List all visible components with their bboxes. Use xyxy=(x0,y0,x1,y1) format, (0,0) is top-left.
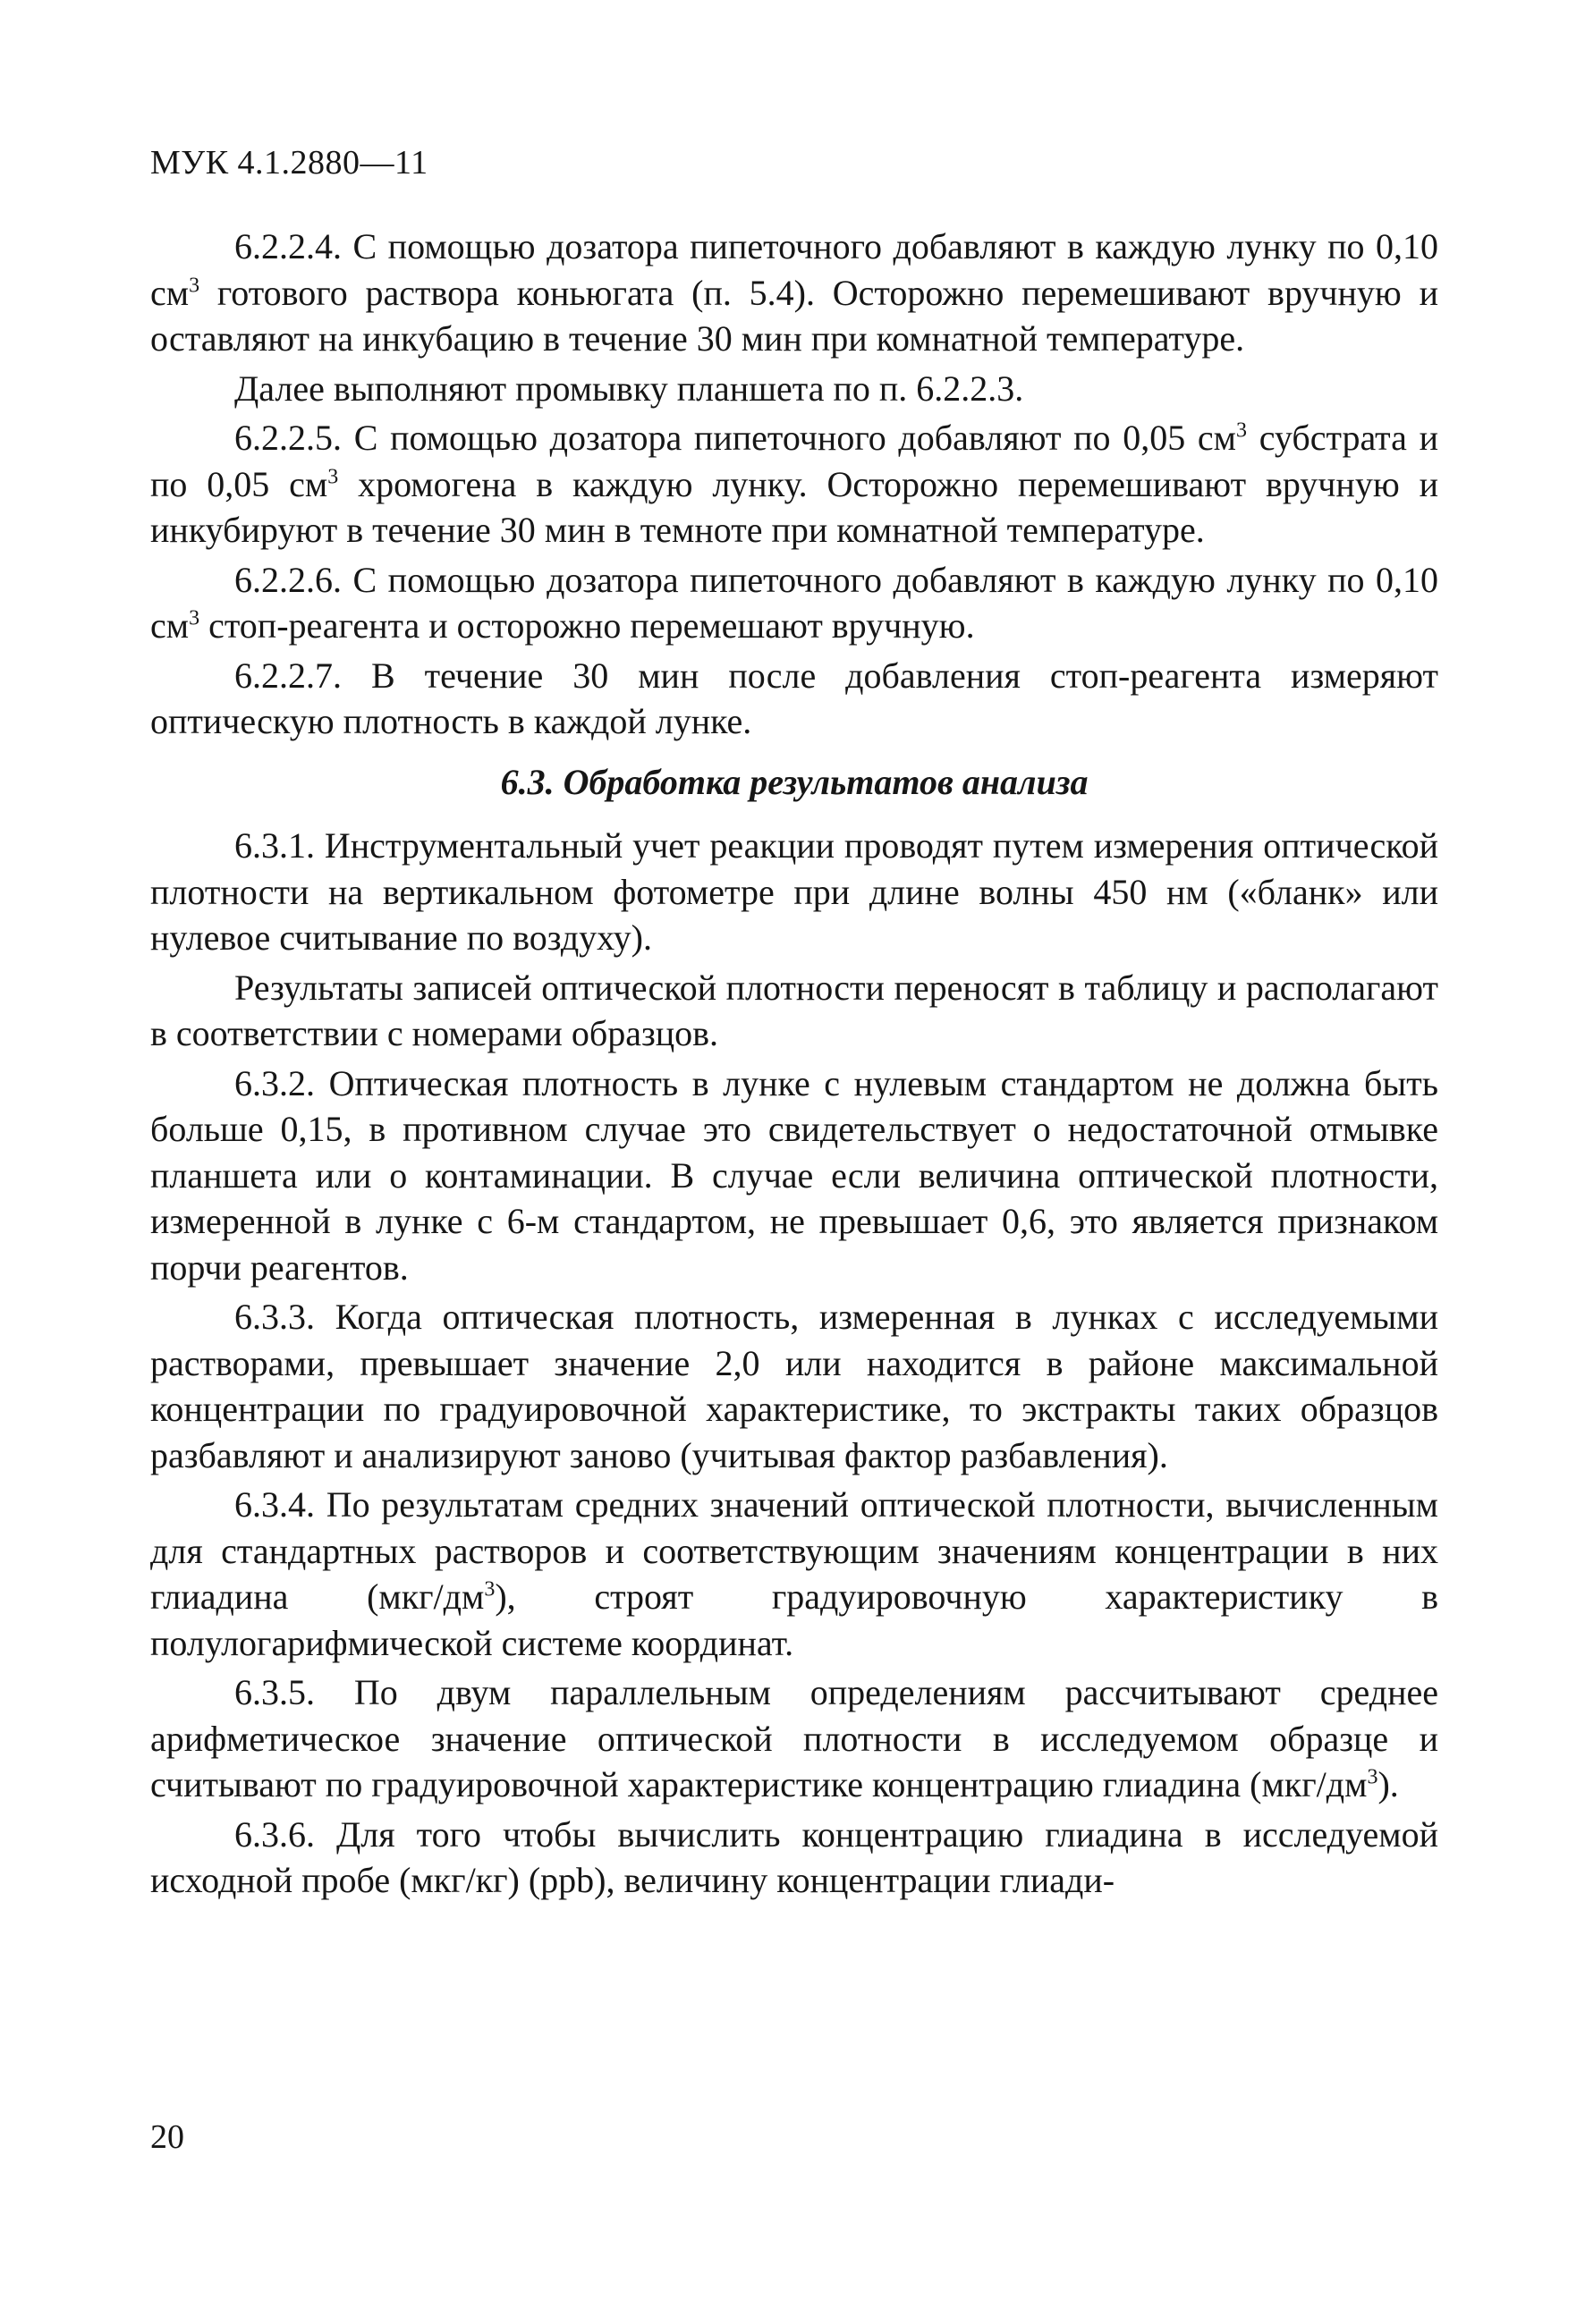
superscript: 3 xyxy=(1367,1765,1378,1789)
text-run: субстрата и по 0,05 см xyxy=(150,418,1439,504)
paragraph xyxy=(150,1482,1438,1666)
text-run: 6.3.6. Для того чтобы вычислить концентрацию глиадина в исследуемой исходной пробе (мкг/кг) (ppb), величину концентрации глиади- xyxy=(150,1813,1438,1900)
paragraph xyxy=(150,653,1438,745)
text-run: Далее выполняют промывку планшета по п. 6.2.2.3. xyxy=(234,368,1024,409)
text-run: готового раствора коньюгата (п. 5.4). Осторожно перемешивают вручную и оставляют на инкубацию в течение 30 мин при комнатной температуре. xyxy=(150,272,1438,359)
superscript: 3 xyxy=(1236,418,1247,443)
text-run: Результаты записей оптической плотности переносят в таблицу и располагают в соответствии с номерами образцов. xyxy=(150,967,1438,1053)
paragraph xyxy=(150,823,1438,961)
paragraph xyxy=(150,1669,1438,1808)
text-run: 6.2.2.6. С помощью дозатора пипеточного добавляют в каждую лунку по 0,10 см xyxy=(150,559,1438,646)
text-run: 6.3. Обработка результатов анализа xyxy=(500,761,1089,802)
superscript: 3 xyxy=(327,465,339,489)
text-run: ). xyxy=(1377,1764,1399,1804)
text-run: 6.2.2.4. С помощью дозатора пипеточного добавляют в каждую лунку по 0,10 см xyxy=(150,226,1438,313)
document-code-header: МУК 4.1.2880—11 xyxy=(150,144,428,182)
paragraph xyxy=(150,557,1438,649)
paragraph xyxy=(150,1812,1438,1904)
section-heading xyxy=(150,759,1438,806)
text-run: стоп-реагента и осторожно перемешают вручную. xyxy=(199,605,975,646)
paragraph xyxy=(150,1294,1438,1478)
text-run: 6.3.1. Инструментальный учет реакции проводят путем измерения оптической плотности на вертикальном фотометре при длине волны 450 нм («бланк» или нулевое считывание по воздуху). xyxy=(150,825,1438,958)
document-body xyxy=(150,224,1438,1907)
paragraph xyxy=(150,1061,1438,1291)
page-number: 20 xyxy=(150,2118,184,2156)
paragraph xyxy=(150,415,1438,554)
text-run: 6.3.3. Когда оптическая плотность, измеренная в лунках с исследуемыми растворами, превышает значение 2,0 или находится в районе максимальной концентрации по градуировочной характеристике, то экстракты таких образцов разбавляют и анализируют заново (учитывая фактор разбавления). xyxy=(150,1297,1438,1475)
text-run: 6.3.2. Оптическая плотность в лунке с нулевым стандартом не должна быть больше 0,15, в противном случае это свидетельствует о недостаточной отмывке планшета или о контаминации. В случае если величина оптической плотности, измеренной в лунке с 6-м стандартом, не превышает 0,6, это является признаком порчи реагентов. xyxy=(150,1062,1438,1288)
paragraph xyxy=(150,224,1438,362)
text-run: 6.2.2.7. В течение 30 мин после добавления стоп-реагента измеряют оптическую плотность в каждой лунке. xyxy=(150,655,1438,741)
paragraph xyxy=(150,965,1438,1057)
text-run: ), строят градуировочную характеристику в полулогарифмической системе координат. xyxy=(150,1576,1439,1663)
text-run: 6.3.5. По двум параллельным определениям рассчитывают среднее арифметическое значение оптической плотности в исследуемом образце и считывают по градуировочной характеристике концентрацию глиадина (мкг/дм xyxy=(150,1672,1438,1804)
paragraph xyxy=(150,366,1438,412)
text-run: 6.2.2.5. С помощью дозатора пипеточного добавляют по 0,05 см xyxy=(234,418,1236,458)
superscript: 3 xyxy=(189,274,200,298)
superscript: 3 xyxy=(189,606,200,630)
superscript: 3 xyxy=(484,1577,496,1601)
text-run: 6.3.4. По результатам средних значений оптической плотности, вычисленным для стандартных растворов и соответствующим значениям концентрации в них глиадина (мкг/дм xyxy=(150,1484,1438,1617)
text-run: хромогена в каждую лунку. Осторожно перемешивают вручную и инкубируют в течение 30 мин в темноте при комнатной температуре. xyxy=(150,463,1438,550)
